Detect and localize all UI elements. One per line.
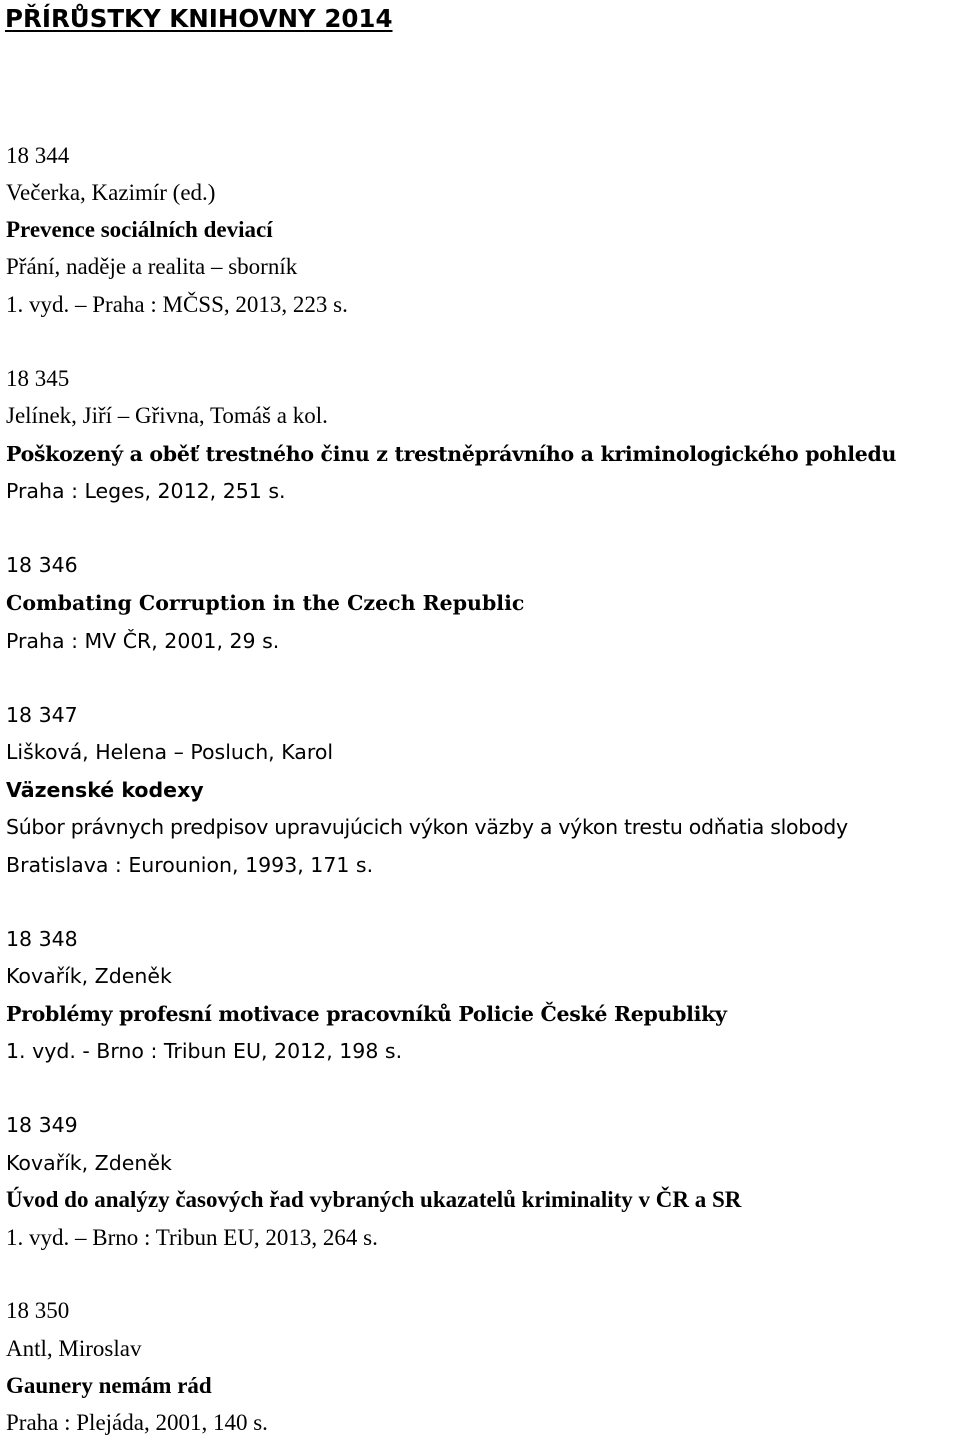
- entry-title: Combating Corruption in the Czech Republic: [6, 591, 525, 615]
- entry-author: Antl, Miroslav: [6, 1336, 142, 1361]
- entry-title: Poškozený a oběť trestného činu z trestněprávního a kriminologického pohledu: [6, 442, 897, 466]
- entry-author: Kovařík, Zdeněk: [6, 1151, 172, 1175]
- entry-author: Jelínek, Jiří – Gřivna, Tomáš a kol.: [6, 403, 328, 428]
- entry-author: Večerka, Kazimír (ed.): [6, 180, 216, 205]
- entry-imprint: Praha : Leges, 2012, 251 s.: [6, 479, 286, 503]
- entry-number: 18 344: [6, 143, 70, 168]
- entry-number: 18 350: [6, 1298, 70, 1323]
- entry-author: Kovařík, Zdeněk: [6, 964, 172, 988]
- entry-imprint: Praha : Plejáda, 2001, 140 s.: [6, 1410, 268, 1435]
- entry-number: 18 347: [6, 703, 78, 727]
- entry-number: 18 345: [6, 366, 70, 391]
- entry-number: 18 349: [6, 1113, 78, 1137]
- entry-title: Problémy profesní motivace pracovníků Policie České Republiky: [6, 1002, 727, 1026]
- entry-title: Gaunery nemám rád: [6, 1373, 212, 1398]
- entry-title: Prevence sociálních deviací: [6, 217, 273, 242]
- entry-title: Úvod do analýzy časových řad vybraných ukazatelů kriminality v ČR a SR: [6, 1187, 742, 1212]
- entry-number: 18 348: [6, 927, 78, 951]
- entry-author: Lišková, Helena – Posluch, Karol: [6, 740, 334, 764]
- entry-subtitle: Přání, naděje a realita – sborník: [6, 254, 298, 279]
- entry-imprint: Bratislava : Eurounion, 1993, 171 s.: [6, 853, 374, 877]
- entry-imprint: 1. vyd. – Brno : Tribun EU, 2013, 264 s.: [6, 1225, 378, 1250]
- entry-title: Väzenské kodexy: [6, 778, 204, 802]
- document-title: PŘÍRŮSTKY KNIHOVNY 2014: [5, 4, 393, 33]
- entry-imprint: 1. vyd. – Praha : MČSS, 2013, 223 s.: [6, 292, 348, 317]
- entry-subtitle: Súbor právnych predpisov upravujúcich výkon väzby a výkon trestu odňatia slobody: [6, 815, 848, 839]
- entry-imprint: 1. vyd. - Brno : Tribun EU, 2012, 198 s.: [6, 1039, 403, 1063]
- entry-imprint: Praha : MV ČR, 2001, 29 s.: [6, 629, 280, 653]
- entry-number: 18 346: [6, 553, 78, 577]
